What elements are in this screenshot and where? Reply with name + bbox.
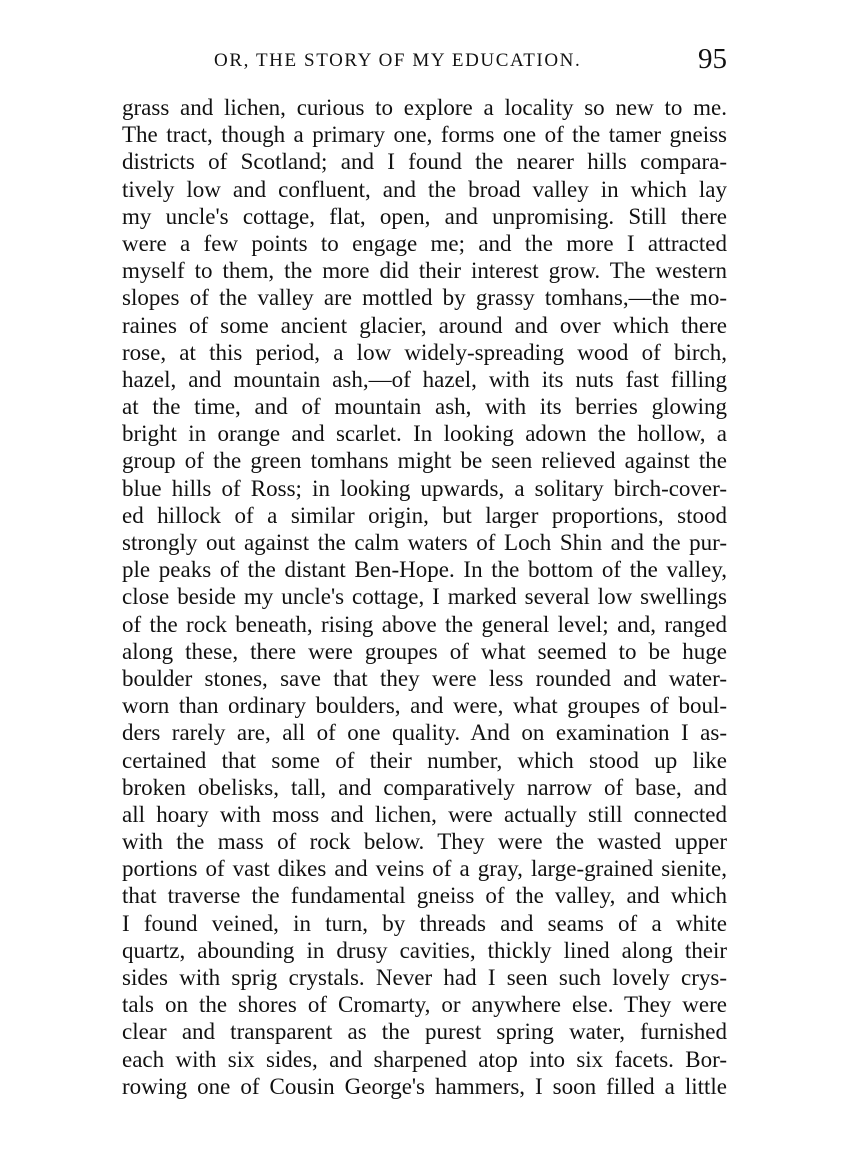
- text-line: rowing one of Cousin George's hammers, I soon filled a little: [122, 1073, 727, 1099]
- text-line: The tract, though a primary one, forms one of the tamer gneiss: [122, 122, 727, 148]
- text-line: group of the green tomhans might be seen relieved against the: [122, 448, 727, 474]
- text-line: myself to them, the more did their interest grow. The western: [122, 258, 727, 284]
- text-line: tals on the shores of Cromarty, or anywhere else. They were: [122, 992, 727, 1018]
- text-line: close beside my uncle's cottage, I marked several low swellings: [122, 584, 727, 610]
- running-title: OR, THE STORY OF MY EDUCATION.: [214, 50, 582, 71]
- text-line: along these, there were groupes of what seemed to be huge: [122, 638, 727, 664]
- body-text: [122, 94, 727, 1100]
- text-line: ple peaks of the distant Ben-Hope. In the bottom of the valley,: [122, 557, 727, 583]
- text-line: portions of vast dikes and veins of a gray, large-grained sienite,: [122, 856, 727, 882]
- text-line: tively low and confluent, and the broad valley in which lay: [122, 176, 727, 202]
- text-line: certained that some of their number, which stood up like: [122, 747, 727, 773]
- text-line: were a few points to engage me; and the more I attracted: [122, 230, 727, 256]
- text-line: with the mass of rock below. They were the wasted upper: [122, 829, 727, 855]
- text-line: grass and lichen, curious to explore a locality so new to me.: [122, 95, 727, 120]
- text-line: at the time, and of mountain ash, with its berries glowing: [122, 394, 727, 420]
- text-line: rose, at this period, a low widely-spreading wood of birch,: [122, 339, 727, 365]
- text-line: bright in orange and scarlet. In looking adown the hollow, a: [122, 421, 727, 447]
- text-line: broken obelisks, tall, and comparatively narrow of base, and: [122, 774, 727, 800]
- text-line: of the rock beneath, rising above the general level; and, ranged: [122, 611, 727, 637]
- text-line: clear and transparent as the purest spring water, furnished: [122, 1019, 727, 1045]
- running-head: [122, 42, 727, 76]
- text-line: blue hills of Ross; in looking upwards, a solitary birch-cover-: [122, 475, 727, 501]
- text-line: worn than ordinary boulders, and were, what groupes of boul-: [122, 693, 727, 719]
- text-line: each with six sides, and sharpened atop into six facets. Bor-: [122, 1046, 727, 1072]
- text-line: that traverse the fundamental gneiss of the valley, and which: [122, 883, 727, 909]
- text-line: ders rarely are, all of one quality. And on examination I as-: [122, 720, 727, 746]
- text-line: boulder stones, save that they were less rounded and water-: [122, 665, 727, 691]
- page-number: 95: [698, 43, 727, 75]
- text-line: districts of Scotland; and I found the nearer hills compara-: [122, 149, 727, 175]
- text-line: I found veined, in turn, by threads and seams of a white: [122, 910, 727, 936]
- text-line: raines of some ancient glacier, around and over which there: [122, 312, 727, 338]
- text-line: slopes of the valley are mottled by grassy tomhans,—the mo-: [122, 285, 727, 311]
- text-line: strongly out against the calm waters of Loch Shin and the pur-: [122, 530, 727, 555]
- text-line: quartz, abounding in drusy cavities, thickly lined along their: [122, 937, 727, 963]
- text-line: hazel, and mountain ash,—of hazel, with its nuts fast filling: [122, 366, 727, 392]
- text-line: ed hillock of a similar origin, but larger proportions, stood: [122, 502, 727, 528]
- text-line: sides with sprig crystals. Never had I seen such lovely crys-: [122, 965, 727, 990]
- text-line: all hoary with moss and lichen, were actually still connected: [122, 801, 727, 827]
- text-line: my uncle's cottage, flat, open, and unpromising. Still there: [122, 203, 727, 229]
